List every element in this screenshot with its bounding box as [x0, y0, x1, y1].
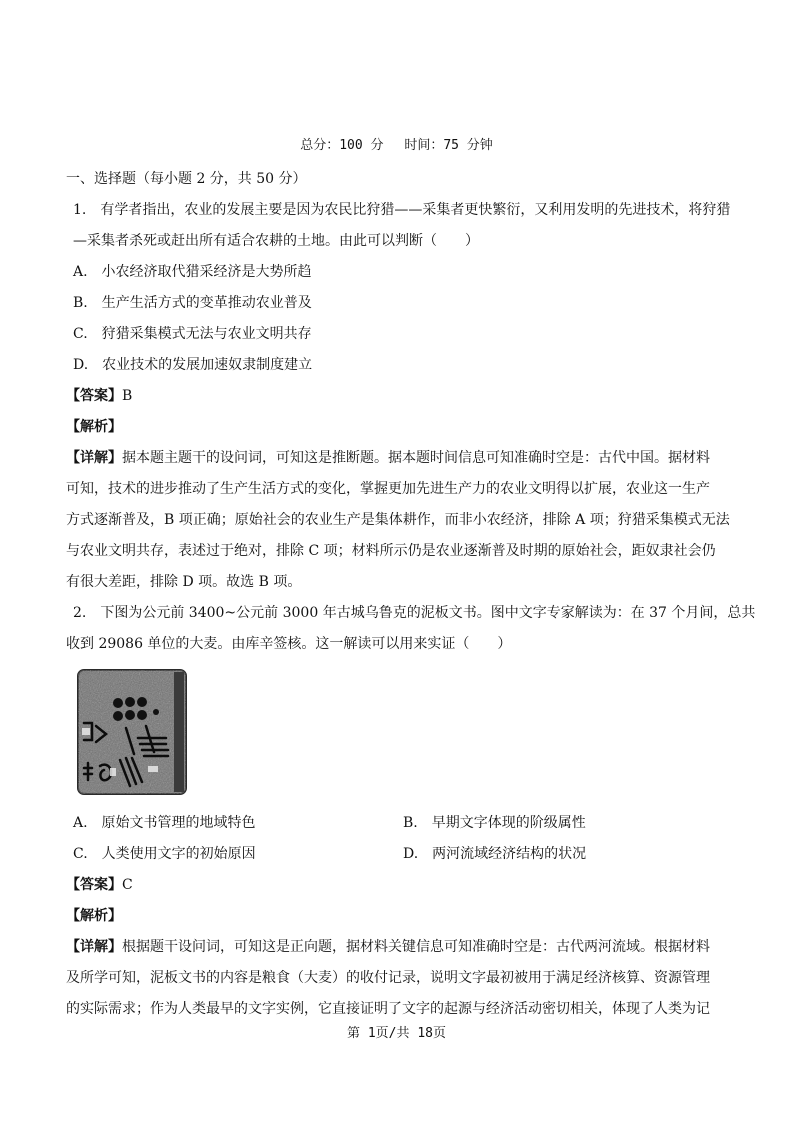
question-1-stem-line-1: 1. 有学者指出，农业的发展主要是因为农民比狩猎——采集者更快繁衍，又利用发明的先进技术，将狩猎: [73, 202, 731, 218]
answer-label: 【答案】: [66, 388, 122, 404]
answer-label: 【答案】: [66, 877, 122, 893]
detail-text: 根据题干设问词，可知这是正向题，据材料关键信息可知准确时空是：古代两河流域。根据材料: [122, 939, 710, 955]
clay-tablet-image: [76, 668, 188, 796]
question-2-detail-line-2: 及所学可知，泥板文书的内容是粮食（大麦）的收付记录，说明文字最初被用于满足经济核算、资源管理: [66, 970, 710, 986]
question-1-answer: [66, 387, 743, 405]
question-2-analysis-label: 【解析】: [66, 908, 122, 924]
question-2-stem-line-1: 2. 下图为公元前 3400~公元前 3000 年古城乌鲁克的泥板文书。图中文字专家解读为：在 37 个月间，总共: [73, 605, 756, 621]
detail-label: 【详解】: [66, 939, 122, 955]
exam-header: 总分：100 分 时间：75 分钟: [300, 138, 493, 153]
page-footer: 第 1页/共 18页: [347, 1026, 446, 1041]
question-2-detail-line-3: 的实际需求；作为人类最早的文字实例，它直接证明了文字的起源与经济活动密切相关，体现了人类为记: [66, 1001, 710, 1017]
question-2-option-c: C. 人类使用文字的初始原因: [73, 846, 256, 862]
question-1-analysis-label: 【解析】: [66, 419, 122, 435]
question-1-detail-line-1: [66, 449, 743, 467]
question-1-detail-line-3: 方式逐渐普及，B 项正确；原始社会的农业生产是集体耕作，而非小农经济，排除 A 项；狩猎采集模式无法: [66, 512, 730, 528]
question-2-detail-line-1: [66, 938, 743, 956]
question-1-detail-line-2: 可知，技术的进步推动了生产生活方式的变化，掌握更加先进生产力的农业文明得以扩展，农业这一生产: [66, 481, 710, 497]
question-2-answer: [66, 876, 743, 894]
question-1-detail-line-5: 有很大差距，排除 D 项。故选 B 项。: [66, 574, 302, 590]
question-1-option-b: B. 生产生活方式的变革推动农业普及: [73, 295, 312, 311]
answer-value: B: [122, 388, 133, 404]
detail-text: 据本题主题干的设问词，可知这是推断题。据本题时间信息可知准确时空是：古代中国。据材料: [122, 450, 710, 466]
question-1-option-c: C. 狩猎采集模式无法与农业文明共存: [73, 326, 312, 342]
answer-value: C: [122, 877, 133, 893]
question-2-option-d: D. 两河流域经济结构的状况: [403, 846, 587, 862]
question-1-option-d: D. 农业技术的发展加速奴隶制度建立: [73, 357, 313, 373]
question-2-option-a: A. 原始文书管理的地域特色: [73, 815, 256, 831]
question-1-option-a: A. 小农经济取代猎采经济是大势所趋: [73, 264, 312, 280]
question-1-stem-line-2: —采集者杀死或赶出所有适合农耕的土地。由此可以判断（ ）: [73, 233, 479, 249]
question-2-stem-line-2: 收到 29086 单位的大麦。由库辛签核。这一解读可以用来实证（ ）: [66, 636, 512, 652]
detail-label: 【详解】: [66, 450, 122, 466]
question-1-detail-line-4: 与农业文明共存，表述过于绝对，排除 C 项；材料所示仍是农业逐渐普及时期的原始社会，距奴隶社会仍: [66, 543, 716, 559]
section-title: 一、选择题（每小题 2 分，共 50 分）: [66, 171, 307, 187]
question-2-option-b: B. 早期文字体现的阶级属性: [403, 815, 586, 831]
